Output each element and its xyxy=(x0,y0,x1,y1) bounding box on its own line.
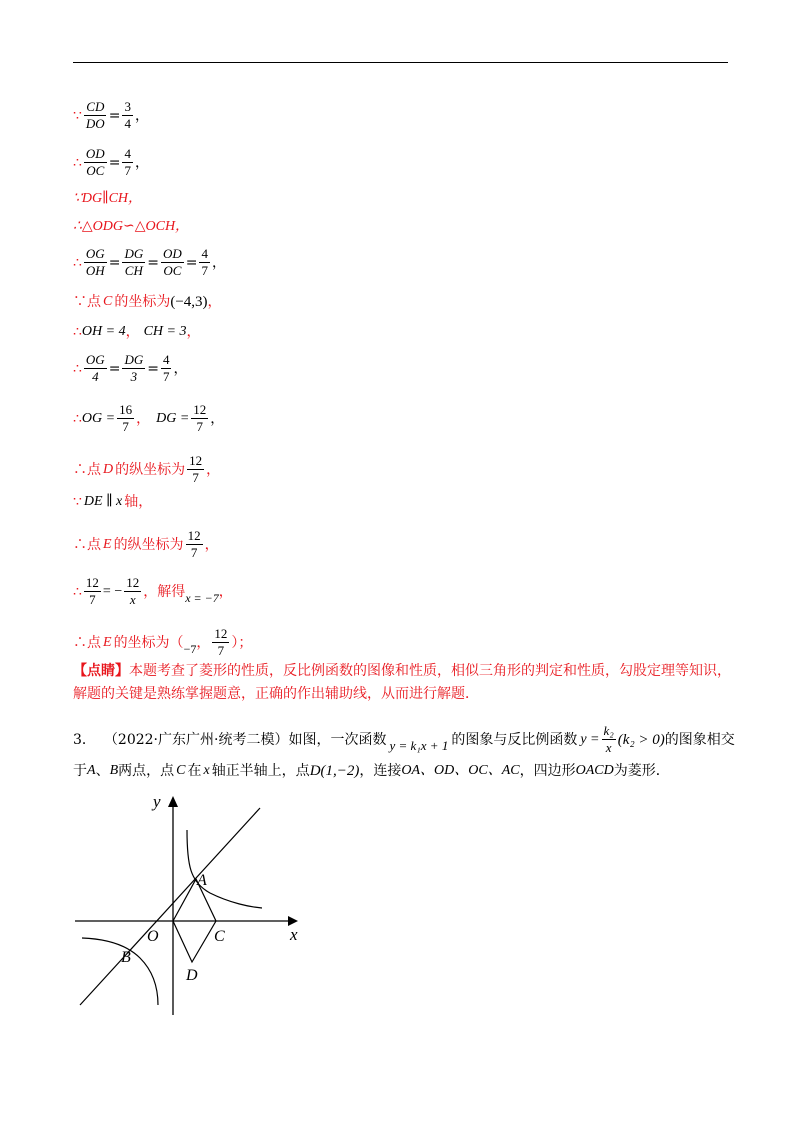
label-A: A xyxy=(197,872,207,889)
solution-line-7: ∴ OH = 4 ， CH = 3 ， xyxy=(73,324,201,340)
linear-function-line xyxy=(80,808,260,1005)
solution-line-11: ∵ DE ∥ x 轴， xyxy=(73,494,153,510)
solution-line-5: ∴ $\frac{OG}{OH}$ = $\frac{DG}{CH}$ = $\frac{OD}{OC}$ = $\frac{4}{7}$ ， xyxy=(73,246,226,278)
solution-line-13: ∴ $\frac{12}{7}$ = − $\frac{12}{x}$ ，解得 x = −7 ， xyxy=(73,575,233,607)
key-point-comment xyxy=(73,660,733,706)
label-D: D xyxy=(186,967,198,984)
label-B: B xyxy=(121,949,131,966)
label-x: x xyxy=(290,925,298,944)
key-point-text: 本题考查了菱形的性质，反比例函数的图像和性质，相似三角形的判定和性质，勾股定理等知识，解题的关键是熟练掌握题意，正确的作出辅助线，从而进行解题． xyxy=(73,663,731,702)
key-point-tag: 【点睛】 xyxy=(73,663,129,679)
solution-line-14: ∴点 E 的坐标为（ −7 ， $\frac{12}{7}$ ）； xyxy=(73,626,253,658)
hyperbola-branch-third-quadrant xyxy=(82,938,158,1005)
solution-line-1: ∵ $\frac{CD}{DO}$ = $\frac{3}{4}$ ， xyxy=(73,99,149,131)
label-C: C xyxy=(214,928,225,945)
header-rule xyxy=(73,62,728,63)
hyperbola-branch-first-quadrant xyxy=(187,830,262,908)
solution-line-3: ∵DG∥CH， xyxy=(73,191,143,206)
problem-3-line-2: 于 A 、 B 两点，点 C 在 x 轴正半轴上，点 D(1,−2) ，连接 OA、OD、OC、AC ，四边形 OACD 为菱形． xyxy=(73,763,670,779)
problem-3-line-1: 3． （2022·广东广州·统考二模） 如图，一次函数 y = k₁x + 1 的图象与反比例函数 y = $\frac{\text{k₂}}{x}$ (k₂ > 0) 的图象相交 xyxy=(73,723,735,755)
solution-line-2: ∴ $\frac{OD}{OC}$ = $\frac{4}{7}$ ， xyxy=(73,146,149,178)
solution-line-6: ∵点 C 的坐标为 (−4,3) ， xyxy=(73,294,222,310)
label-O: O xyxy=(147,928,159,945)
y-axis-arrow xyxy=(168,796,178,807)
label-y: y xyxy=(153,792,161,811)
solution-line-9: ∴ OG = $\frac{16}{7}$ ， DG = $\frac{12}{7}$ ， xyxy=(73,402,225,434)
solution-line-4: ∴△ODG∽△OCH， xyxy=(73,219,190,234)
solution-line-12: ∴点 E 的纵坐标为 $\frac{12}{7}$ ， xyxy=(73,528,219,560)
solution-line-10: ∴点 D 的纵坐标为 $\frac{12}{7}$ ， xyxy=(73,453,221,485)
rhombus-figure xyxy=(70,790,310,1020)
solution-line-8: ∴ $\frac{OG}{4}$ = $\frac{DG}{3}$ = $\frac{4}{7}$ ， xyxy=(73,352,188,384)
